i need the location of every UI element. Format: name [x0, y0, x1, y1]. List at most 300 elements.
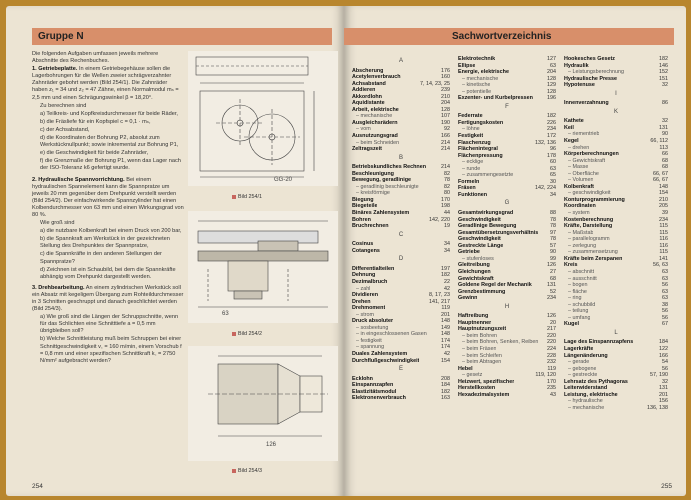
index-term: Geradlinige Bewegung	[458, 223, 517, 230]
index-page-ref: 56, 63	[653, 262, 668, 269]
task-text-column	[32, 51, 184, 366]
task-2: 2. Hydraulische Spannvorrichtung. Bei einem hydraulischen Spannelement kann die Spannpratze um jeweils 20 mm gegenüber dem Drehpunkt verstellt werden (Bild 254/2). Der einfachwirkende Spannzylinder hat einen Kolbendurchmesser von 63 mm und einen Wirkungsgrad von 80 %.	[32, 176, 184, 218]
index-page-ref: 65	[550, 172, 556, 179]
index-term: Gleitreibung	[458, 262, 490, 269]
index-term: Einspannzapfen	[352, 382, 394, 389]
index-page-ref: 34	[444, 241, 450, 248]
index-term: Formeln	[458, 178, 480, 185]
index-page-ref: 201	[659, 391, 668, 398]
index-term: Achsabstand	[352, 80, 386, 87]
index-term: – mechanische	[356, 113, 393, 120]
length-label: 126	[266, 442, 277, 448]
index-term: – Oberfläche	[568, 170, 599, 177]
index-page-ref: 198	[441, 203, 450, 210]
index-term: Dezimalbruch	[352, 278, 388, 285]
index-term: Geschwindigkeit	[458, 216, 501, 223]
index-term: – kreisförmige	[356, 190, 390, 197]
index-page-ref: 88	[550, 210, 556, 217]
index-term: Arbeit, elektrische	[352, 106, 399, 113]
index-term: Exzenter- und Kurbelpressen	[458, 95, 533, 102]
index-page-ref: 132, 136	[535, 139, 556, 146]
index-term: Hebel	[458, 365, 473, 372]
index-term: – ausschnitt	[568, 275, 597, 282]
index-page-ref: 204	[441, 100, 450, 107]
index-term: Gesamtwirkungsgrad	[458, 210, 514, 217]
index-term: – spannung	[356, 344, 385, 351]
index-term: Innenverzahnung	[564, 100, 609, 107]
index-term: Funktionen	[458, 191, 488, 198]
index-term: – Masse	[568, 164, 589, 171]
index-entry	[352, 223, 450, 230]
index-page-ref: 184	[441, 382, 450, 389]
index-page-ref: 32	[662, 378, 668, 385]
index-term: – in eingeschlossenen Gasen	[356, 331, 427, 338]
index-page-ref: 176	[441, 67, 450, 74]
index-letter-heading: B	[398, 154, 403, 161]
index-term: Dehnung	[352, 272, 376, 279]
left-page	[6, 6, 344, 496]
index-term: Kräfte, Darstellung	[564, 223, 613, 230]
index-page-ref: 148	[659, 183, 668, 190]
index-page-ref: 32	[662, 118, 668, 125]
index-term: – vom	[356, 126, 371, 133]
index-entry	[458, 392, 556, 399]
index-page-ref: 154	[441, 357, 450, 364]
index-page-ref: 82	[444, 170, 450, 177]
index-page-ref: 131	[659, 124, 668, 131]
index-term: Beschleunigung	[352, 170, 394, 177]
task-1-item: d) die Koordinaten der Bohrung P2, absolut zum Werkstücknullpunkt; sowie inkremental zur Bohrung P1,	[40, 135, 179, 149]
index-term: Ecklohn	[352, 375, 373, 382]
index-term: Biegung	[352, 196, 374, 203]
index-page-ref: 205	[659, 203, 668, 210]
index-page-ref: 56	[662, 308, 668, 315]
index-term: – beim Schneiden	[356, 139, 400, 146]
index-term: Flaschenzug	[458, 139, 491, 146]
index-page-ref: 235	[547, 385, 556, 392]
index-page-ref: 57	[550, 242, 556, 249]
index-term: Konturprogrammierung	[564, 196, 625, 203]
index-page-ref: 78	[444, 177, 450, 184]
index-page-ref: 204	[547, 69, 556, 76]
index-term: Kathete	[564, 118, 584, 125]
index-term: Gleichungen	[458, 268, 491, 275]
caption-marker-icon	[232, 469, 236, 473]
index-page-ref: 149	[441, 324, 450, 331]
index-page-ref: 141, 217	[429, 298, 450, 305]
index-page-ref: 56	[662, 365, 668, 372]
index-term: Duales Zahlensystem	[352, 350, 408, 357]
index-page-ref: 115	[659, 249, 668, 256]
index-page-ref: 119, 120	[535, 372, 556, 379]
index-term: – kinetische	[462, 82, 491, 89]
index-page-ref: 239	[441, 87, 450, 94]
index-term: Hypotenuse	[564, 82, 595, 89]
index-term: – stufenloses	[462, 255, 494, 262]
right-page	[344, 6, 686, 496]
index-term: Äquidistante	[352, 100, 385, 107]
task-2-prompt: Wie groß sind	[40, 220, 75, 227]
index-page-ref: 44	[444, 210, 450, 217]
index-page-ref: 92	[444, 126, 450, 133]
index-page-ref: 119	[547, 365, 556, 372]
index-term: Acetylenverbrauch	[352, 74, 401, 81]
index-term: Cotangens	[352, 247, 380, 254]
index-term: Binäres Zahlensystem	[352, 210, 410, 217]
index-term: Bewegung, geradlinige	[352, 177, 412, 184]
index-term: – abschnitt	[568, 268, 595, 275]
index-page-ref: 234	[547, 126, 556, 133]
index-term: Getriebe	[458, 249, 480, 256]
index-term: – zusammensetzung	[568, 249, 618, 256]
index-column-1	[352, 56, 450, 402]
index-term: – gebogene	[568, 365, 597, 372]
index-page-ref: 128	[547, 88, 556, 95]
index-page-ref: 148	[441, 318, 450, 325]
index-page-ref: 178	[547, 152, 556, 159]
task-1-item: b) die Fräsliefe für ein Kopfspiel c = 0,1 · mₙ,	[40, 118, 151, 125]
index-page-ref: 182	[441, 388, 450, 395]
index-page-ref: 32	[662, 82, 668, 89]
index-page-ref: 8, 17, 23	[429, 292, 450, 299]
index-entry	[352, 358, 450, 365]
index-term: Kegel	[564, 138, 579, 145]
index-term: Ausnutzungsgrad	[352, 133, 398, 140]
index-column-3	[564, 56, 668, 411]
index-term: Kräfte beim Zerspanen	[564, 255, 623, 262]
index-term: – schubbild	[568, 301, 596, 308]
index-term: Gewichtskraft	[458, 275, 494, 282]
index-term: – umfang	[568, 314, 591, 321]
index-term: – gestreckte	[568, 372, 598, 379]
index-term: Fräsen	[458, 185, 476, 192]
turned-workpiece-drawing	[188, 346, 338, 461]
index-term: Goldene Regel der Mechanik	[458, 282, 532, 289]
index-page-ref: 68	[662, 157, 668, 164]
index-term: Druck absoluter	[352, 318, 394, 325]
index-page-ref: 66, 67	[653, 170, 668, 177]
index-term: – zusammengesetzte	[462, 172, 514, 179]
index-term: Grenzbestimmung	[458, 288, 506, 295]
index-entry	[352, 146, 450, 153]
index-term: – löhne	[462, 126, 480, 133]
left-page-number: 254	[32, 483, 43, 490]
index-page-ref: 34	[550, 191, 556, 198]
index-term: Kreis	[564, 262, 578, 269]
index-term: – Maßstab	[568, 229, 594, 236]
index-term: – ecklige	[462, 159, 484, 166]
index-page-ref: 63	[662, 295, 668, 302]
index-entry	[458, 95, 556, 102]
index-page-ref: 78	[550, 236, 556, 243]
material-label: GG-20	[274, 177, 293, 183]
index-page-ref: 210	[441, 93, 450, 100]
task-2-item: c) die Spannkräfte in den anderen Stellungen der Spannpratze?	[40, 251, 162, 265]
index-page-ref: 116	[659, 236, 668, 243]
index-term: Festigkeit	[458, 133, 484, 140]
index-entry	[352, 248, 450, 255]
index-term: Lehrsatz des Pythagoras	[564, 378, 628, 385]
index-term: Differentialteilen	[352, 265, 395, 272]
index-page-ref: 116	[659, 242, 668, 249]
index-page-ref: 68	[662, 164, 668, 171]
index-page-ref: 129	[547, 82, 556, 89]
index-term: – zahl	[356, 285, 371, 292]
index-entry	[458, 192, 556, 199]
index-term: – sosbeetung	[356, 324, 389, 331]
index-page-ref: 66, 112	[650, 138, 668, 145]
index-term: – geschwindigkeit	[568, 190, 611, 197]
index-page-ref: 214	[441, 139, 450, 146]
index-page-ref: 228	[547, 352, 556, 359]
index-page-ref: 22	[444, 278, 450, 285]
index-page-ref: 234	[659, 216, 668, 223]
index-term: Fertigungskosten	[458, 119, 504, 126]
index-page-ref: 82	[444, 183, 450, 190]
index-letter-heading: G	[504, 200, 510, 207]
index-term: Leiterwiderstand	[564, 385, 608, 392]
index-page-ref: 107	[441, 113, 450, 120]
index-page-ref: 90	[550, 249, 556, 256]
index-term: – system	[568, 210, 590, 217]
index-page-ref: 141	[659, 255, 668, 262]
index-page-ref: 146	[659, 62, 668, 69]
task-1-item: c) der Achsabstand,	[40, 126, 90, 133]
index-term: – Gewichtskraft	[568, 157, 606, 164]
index-term: Drehmoment	[352, 305, 386, 312]
index-page-ref: 80	[444, 190, 450, 197]
index-page-ref: 63	[662, 275, 668, 282]
task-3-item: a) Wie groß sind die Längen der Schruppschnitte, wenn für das Schlichten eine Schnitttiefe a = 0,5 mm übrigbleiben soll?	[40, 314, 179, 335]
index-page-ref: 166	[659, 352, 668, 359]
hydraulic-clamp-drawing	[188, 211, 338, 323]
index-page-ref: 128	[441, 106, 450, 113]
index-page-ref: 172	[547, 133, 556, 140]
task-1-prompt: Zu berechnen sind	[40, 102, 87, 109]
index-term: Körperberechnungen	[564, 151, 619, 158]
task-1-item: a) Teilkreis- und Kopfkreisdurchmesser für beide Räder,	[40, 110, 178, 117]
index-entry	[564, 321, 668, 328]
index-page-ref: 151	[659, 75, 668, 82]
task-2-item: a) die nutzbare Kolbenkraft bei einem Druck von 200 bar,	[40, 228, 182, 235]
index-page-ref: 96	[550, 146, 556, 153]
index-term: Bruchrechnen	[352, 223, 389, 230]
index-page-ref: 30	[550, 178, 556, 185]
index-page-ref: 52	[550, 288, 556, 295]
index-letter-heading: A	[398, 58, 403, 64]
index-entry	[564, 100, 668, 107]
index-page-ref: 63	[662, 268, 668, 275]
index-page-ref: 19	[444, 223, 450, 230]
index-entry	[564, 405, 668, 412]
index-term: Abscherung	[352, 67, 384, 74]
index-term: Hydraulik	[564, 62, 589, 69]
index-page-ref: 196	[547, 95, 556, 102]
index-page-ref: 38	[662, 301, 668, 308]
task-2-item: d) Zeichnen ist ein Schaubild, bei dem die Spannkräfte abhängig vom Drehpunkt dargestellt werden.	[40, 266, 176, 280]
index-term: – Leistungsberechnung	[568, 69, 625, 76]
diameter-label: 63	[222, 311, 229, 317]
index-page-ref: 174	[441, 337, 450, 344]
index-letter-heading: E	[398, 366, 403, 373]
index-page-ref: 126	[547, 262, 556, 269]
figure-254-2	[188, 211, 338, 323]
index-term: Cosinus	[352, 241, 374, 248]
index-page-ref: 208	[441, 375, 450, 382]
index-page-ref: 224	[547, 345, 556, 352]
index-term: – strom	[356, 311, 374, 318]
figure-254-3	[188, 346, 338, 461]
index-page-ref: 68	[550, 275, 556, 282]
index-term: – beim Schleifen	[462, 352, 502, 359]
index-term: Kolbenkraft	[564, 183, 594, 190]
index-term: Durchflußgeschwindigkeit	[352, 357, 420, 364]
index-term: – beim Fräsen	[462, 345, 497, 352]
index-letter-heading: I	[615, 90, 617, 97]
index-term: Haftreibung	[458, 313, 489, 320]
index-term: – hydraulische	[568, 398, 603, 405]
index-page-ref: 63	[662, 288, 668, 295]
index-term: – Volumen	[568, 177, 594, 184]
index-page-ref: 90	[662, 131, 668, 138]
index-page-ref: 27	[550, 268, 556, 275]
index-page-ref: 214	[441, 146, 450, 153]
index-term: Hauptnenner	[458, 319, 492, 326]
index-page-ref: 232	[547, 359, 556, 366]
index-term: – festigkeit	[356, 337, 382, 344]
index-page-ref: 136, 138	[647, 404, 668, 411]
index-letter-heading: C	[398, 231, 404, 238]
index-entry	[352, 395, 450, 402]
index-term: – gesetz	[462, 372, 483, 379]
index-page-ref: 148	[441, 331, 450, 338]
index-term: Gesamtübersetzungsverhältnis	[458, 229, 539, 236]
index-term: – runde	[462, 165, 481, 172]
index-page-ref: 182	[441, 272, 450, 279]
index-term: – beim Abtragen	[462, 359, 502, 366]
index-term: Elektronenverbrauch	[352, 395, 406, 402]
index-page-ref: 170	[547, 378, 556, 385]
index-term: Kugel	[564, 321, 579, 328]
index-page-ref: 67	[662, 321, 668, 328]
index-term: – riementrieb	[568, 131, 600, 138]
task-1-item: f) die Grenzmaße der Bohrung P1, wenn das Lager nach der ISO-Toleranz k6 gefertigt wurde.	[40, 158, 181, 172]
index-page-ref: 190	[441, 119, 450, 126]
index-letter-heading: H	[504, 303, 510, 310]
index-page-ref: 56	[662, 314, 668, 321]
left-page-header: Gruppe N	[32, 28, 332, 45]
index-term: – fläche	[568, 288, 587, 295]
index-page-ref: 43	[550, 391, 556, 398]
index-term: – mechanische	[462, 75, 499, 82]
index-page-ref: 217	[547, 326, 556, 333]
figure-254-3-caption: Bild 254/3	[232, 468, 262, 474]
index-page-ref: 126	[547, 313, 556, 320]
index-page-ref: 113	[659, 144, 668, 151]
task-2-item: b) die Spannkraft am Werkstück in der gezeichneten Stellung des Drehpunktes der Spannpratze,	[40, 236, 170, 250]
index-page-ref: 131	[547, 282, 556, 289]
index-page-ref: 154	[659, 190, 668, 197]
index-page-ref: 57, 190	[650, 372, 668, 379]
index-term: Hauptnutzungszeit	[458, 326, 507, 333]
index-page-ref: 42	[444, 285, 450, 292]
task-1: 1. Getriebeplatte. In einem Getriebegehäuse sollen die Lagerbohrungen für die Wellen zweier schrägverzahnter Zahnräder gebohrt werden (Bild 254/1). Die Zahnräder haben z₁ = 34 und z₂ = 47 Zähne, einen Normalmodul mₙ = 2,5 mm und einen Schrägungswinkel β = 18,20°.	[32, 66, 179, 101]
index-page-ref: 152	[659, 69, 668, 76]
index-page-ref: 56	[662, 282, 668, 289]
index-page-ref: 197	[441, 265, 450, 272]
index-page-ref: 142, 220	[429, 216, 450, 223]
index-page-ref: 226	[547, 119, 556, 126]
index-term: Flächenintegral	[458, 146, 498, 153]
index-page-ref: 63	[550, 62, 556, 69]
index-page-ref: 182	[547, 113, 556, 120]
index-page-ref: 210	[659, 196, 668, 203]
index-term: Addieren	[352, 87, 376, 94]
index-term: Zeltragszeit	[352, 146, 382, 153]
index-term: – beim Bohren	[462, 332, 498, 339]
index-page-ref: 66, 67	[653, 177, 668, 184]
index-page-ref: 119	[441, 305, 450, 312]
index-term: Lagerkräfte	[564, 345, 594, 352]
index-page-ref: 156	[659, 398, 668, 405]
index-term: Kostenberechnung	[564, 216, 614, 223]
index-term: Ellipse	[458, 62, 476, 69]
index-term: Bohren	[352, 216, 371, 223]
index-term: Elektrotechnik	[458, 56, 496, 62]
index-page-ref: 78	[550, 216, 556, 223]
index-term: – bogen	[568, 282, 588, 289]
gear-housing-drawing	[188, 51, 338, 186]
index-term: Heizwert, spezifischer	[458, 378, 515, 385]
index-page-ref: 163	[441, 395, 450, 402]
index-letter-heading: D	[398, 256, 404, 263]
intro-text: Die folgenden Aufgaben umfassen jeweils mehrere Abschnitte des Rechenbuches.	[32, 51, 159, 65]
index-page-ref: 201	[441, 311, 450, 318]
index-term: Dividieren	[352, 292, 379, 299]
index-page-ref: 184	[659, 339, 668, 346]
index-term: – potentielle	[462, 88, 492, 95]
index-page-ref: 115	[659, 229, 668, 236]
index-term: Geschwindigkeit	[458, 236, 501, 243]
index-term: – teilung	[568, 308, 589, 315]
index-page-ref: 234	[547, 295, 556, 302]
index-term: Gestreckte Länge	[458, 242, 504, 249]
index-page-ref: 34	[444, 247, 450, 254]
index-term: – parallelogramm	[568, 236, 610, 243]
index-page-ref: 182	[659, 56, 668, 62]
index-term: Elastizitätsmodul	[352, 388, 397, 395]
index-page-ref: 122	[659, 345, 668, 352]
index-page-ref: 128	[547, 75, 556, 82]
index-term: – drehen	[568, 144, 590, 151]
index-term: Energie, elektrische	[458, 69, 509, 76]
index-term: Akkordlohn	[352, 93, 382, 100]
index-page-ref: 220	[547, 339, 556, 346]
index-entry	[564, 82, 668, 89]
index-page-ref: 166	[441, 133, 450, 140]
figure-254-2-caption: Bild 254/2	[232, 331, 262, 337]
index-term: – beim Bohren, Senken, Reiben	[462, 339, 539, 346]
index-term: Leistung, elektrische	[564, 391, 618, 398]
task-3: 3. Drehbearbeitung. An einem zylindrischen Werkstück soll ein Absatz mit kegeligem Übergang zum Rohteildurchmesser in 3 Schnitten geschruppt und danach geschlichtet werden (Bild 254/3).	[32, 284, 184, 313]
index-page-ref: 115	[659, 223, 668, 230]
index-entry	[458, 295, 556, 302]
right-page-number: 255	[661, 483, 672, 490]
index-page-ref: 7, 14, 23, 25	[420, 80, 450, 87]
index-letter-heading: K	[613, 108, 618, 115]
index-term: Keil	[564, 124, 574, 131]
index-term: Drehen	[352, 298, 371, 305]
